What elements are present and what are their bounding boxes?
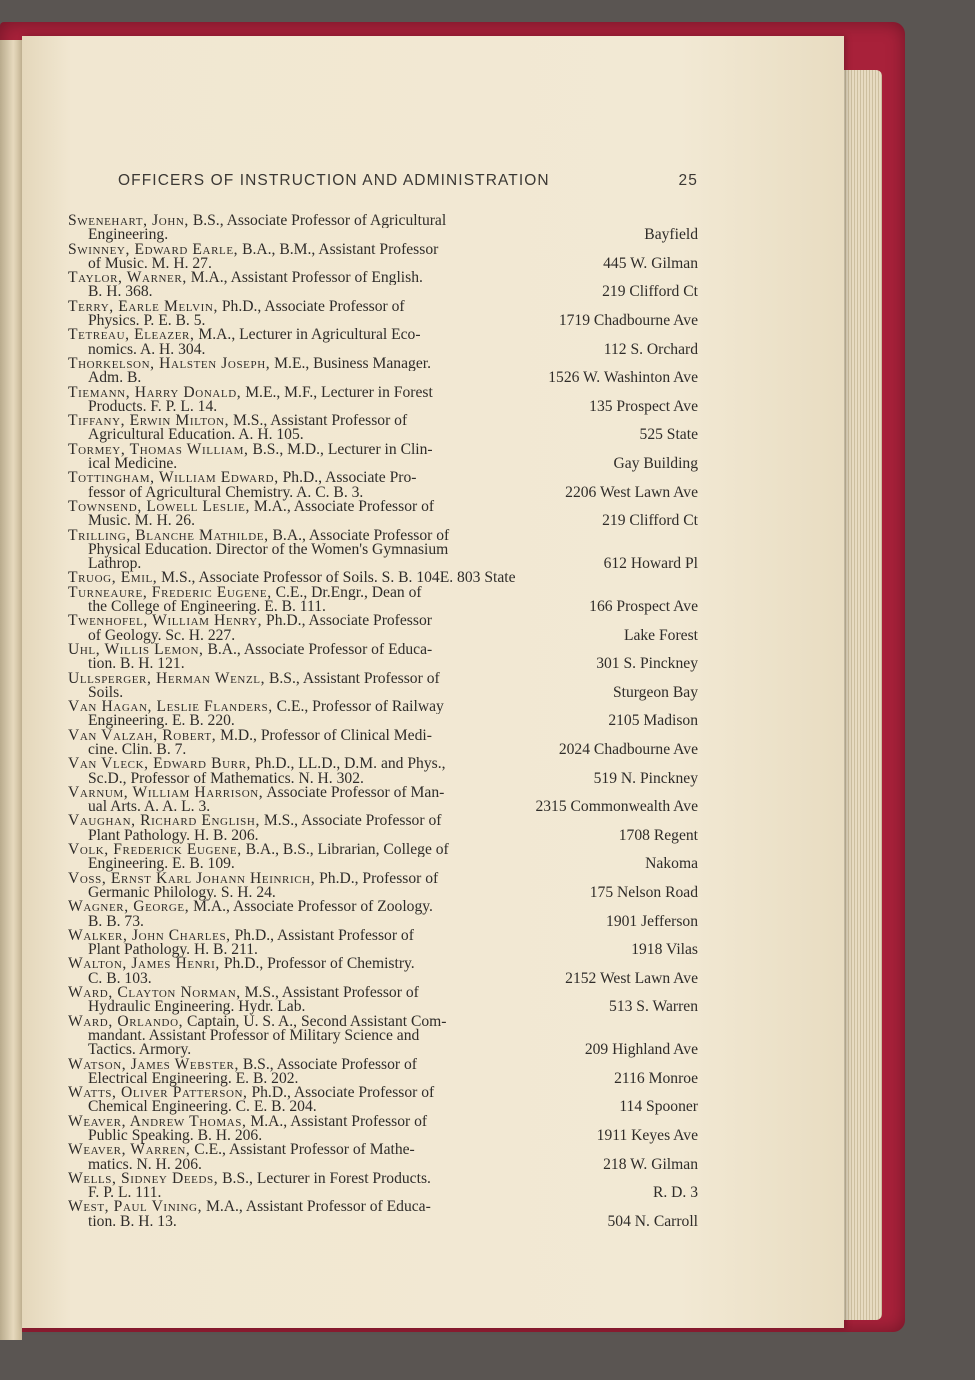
person-name: Tormey, Thomas William, xyxy=(68,442,249,458)
entry-address: 1911 Keyes Ave xyxy=(596,1127,698,1144)
directory-entry xyxy=(68,814,700,843)
directory-entry xyxy=(68,1172,700,1201)
entry-description: M.S., Assistant Professor of xyxy=(229,414,408,429)
entry-second-line xyxy=(68,1043,700,1057)
person-name: Tottingham, William Edward, xyxy=(68,471,279,486)
entry-office: C. B. 103. xyxy=(88,969,152,987)
person-name: Ullsperger, Herman Wenzl, xyxy=(68,671,266,686)
person-name: Townsend, Lowell Leslie, xyxy=(68,499,250,515)
person-name: Walker, John Charles, xyxy=(68,928,231,944)
entry-address: 1918 Vilas xyxy=(631,941,698,959)
entry-description: M.E., M.F., Lecturer in Forest xyxy=(241,385,433,400)
entry-address: Nakoma xyxy=(645,855,698,873)
entry-description: B.S., Associate Professor of xyxy=(238,1057,418,1072)
entry-address: 218 W. Gilman xyxy=(603,1155,698,1173)
directory-entry xyxy=(68,643,700,672)
previous-page-edge xyxy=(0,40,22,1340)
entry-first-line xyxy=(68,672,700,686)
entry-address xyxy=(698,1029,700,1043)
entry-office: ical Medicine. xyxy=(88,455,178,473)
directory-entry xyxy=(68,443,700,472)
person-name: Walton, James Henri, xyxy=(68,957,220,972)
entry-address: 166 Prospect Ave xyxy=(589,598,698,616)
person-name: Tiffany, Erwin Milton, xyxy=(68,414,230,429)
entry-address: Lake Forest xyxy=(623,626,698,644)
entry-office: Physical Education. Director of the Women's Gymnasium xyxy=(88,540,449,558)
entry-address: 135 Prospect Ave xyxy=(589,397,698,415)
entry-address: Sturgeon Bay xyxy=(612,683,698,701)
person-name: Ward, Orlando, xyxy=(68,1014,184,1029)
entry-office: tion. B. H. 13. xyxy=(88,1212,177,1230)
directory-entry xyxy=(68,414,700,443)
page-number: 25 xyxy=(678,172,698,189)
entry-address: 112 S. Orchard xyxy=(603,340,698,358)
entry-office: matics. N. H. 206. xyxy=(88,1155,202,1173)
entry-office: Hydraulic Engineering. Hydr. Lab. xyxy=(88,998,306,1016)
entry-office: B. B. 73. xyxy=(88,912,144,930)
entry-office: Engineering. E. B. 109. xyxy=(88,855,235,873)
entry-address: 2152 West Lawn Ave xyxy=(565,969,698,987)
entry-second-line xyxy=(68,683,700,701)
entry-office: mandant. Assistant Professor of Military Science and xyxy=(88,1026,420,1044)
entry-second-line xyxy=(68,314,700,328)
entry-office: Engineering. xyxy=(88,226,169,244)
person-name: Tiemann, Harry Donald, xyxy=(68,385,242,400)
entry-office: Plant Pathology. H. B. 211. xyxy=(88,941,258,959)
entry-office: Soils. xyxy=(88,683,124,701)
entry-office: Engineering. E. B. 220. xyxy=(88,712,235,730)
directory-entry xyxy=(68,214,700,243)
entry-office: Germanic Philology. S. H. 24. xyxy=(88,883,276,901)
entry-office: Products. F. P. L. 14. xyxy=(88,397,218,415)
entry-description: Ph.D., Assistant Professor of xyxy=(230,928,414,944)
entry-address: Gay Building xyxy=(613,455,698,473)
directory-entry xyxy=(68,929,700,958)
entry-description: M.A., Lecturer in Agricultural Eco- xyxy=(194,328,421,343)
entry-second-line xyxy=(68,1100,700,1114)
person-name: Trilling, Blanche Mathilde, xyxy=(68,528,269,543)
entry-address: 175 Nelson Road xyxy=(589,883,698,901)
directory-entry xyxy=(68,271,700,300)
entry-address: 219 Clifford Ct xyxy=(602,512,698,530)
person-name: Varnum, William Harrison, xyxy=(68,785,264,801)
person-name: Vaughan, Richard English, xyxy=(68,814,260,829)
directory-entry xyxy=(68,1200,700,1229)
entry-second-line xyxy=(68,826,700,844)
directory-entry xyxy=(68,557,700,571)
entry-description: Ph.D., Professor of Chemistry. xyxy=(219,957,415,972)
directory-entry xyxy=(68,357,700,386)
person-name: Terry, Earle Melvin, xyxy=(68,299,218,315)
entry-description: M.S., Associate Professor of xyxy=(259,814,442,829)
entry-office: Lathrop. xyxy=(88,555,142,573)
entry-second-line xyxy=(68,714,700,728)
entry-office: Chemical Engineering. C. E. B. 204. xyxy=(88,1098,317,1116)
directory-entry xyxy=(68,328,700,357)
person-name: Wells, Sidney Deeds, xyxy=(68,1171,219,1187)
entry-description: Ph.D., Associate Professor of xyxy=(247,1086,435,1101)
directory-entry xyxy=(68,872,700,901)
entry-second-line xyxy=(68,1212,700,1230)
entry-description: Captain, U. S. A., Second Assistant Com- xyxy=(183,1014,447,1029)
person-name: Taylor, Warner, xyxy=(68,271,187,286)
directory-entry xyxy=(68,471,700,500)
person-name: Turneaure, Frederic Eugene, xyxy=(68,585,272,601)
person-name: Weaver, Andrew Thomas, xyxy=(68,1114,247,1129)
entry-office: cine. Clin. B. 7. xyxy=(88,740,187,758)
entry-second-line xyxy=(68,912,700,930)
entry-description: Ph.D., Professor of xyxy=(315,871,439,886)
entry-office: Music. M. H. 26. xyxy=(88,512,195,530)
entry-description: B.S., Lecturer in Forest Products. xyxy=(218,1171,431,1187)
person-name: Watson, James Webster, xyxy=(68,1057,239,1072)
entry-address: 519 N. Pinckney xyxy=(593,769,698,787)
entry-second-line xyxy=(68,428,700,442)
directory-entry xyxy=(68,957,700,986)
entry-description: M.A., Associate Professor of xyxy=(250,499,435,515)
entry-description: C.E., Dr.Engr., Dean of xyxy=(271,585,422,601)
directory-entry xyxy=(68,1058,700,1087)
person-name: Swinney, Edward Earle, xyxy=(68,242,239,257)
entry-second-line xyxy=(68,626,700,644)
entry-second-line xyxy=(68,800,700,814)
entry-address: Bayfield xyxy=(644,226,698,244)
entry-address: 2105 Madison xyxy=(608,712,698,730)
entry-description: M.D., Professor of Clinical Medi- xyxy=(216,728,432,743)
staff-directory-list xyxy=(68,214,700,1229)
directory-entry xyxy=(68,672,700,701)
entry-office: ual Arts. A. A. L. 3. xyxy=(88,798,211,816)
directory-entry xyxy=(68,1143,700,1172)
entry-second-line xyxy=(68,600,700,614)
entry-description: M.A., Associate Professor of Zoology. xyxy=(189,900,433,915)
entry-address: R. D. 3 xyxy=(652,1184,698,1202)
entry-address: 2024 Chadbourne Ave xyxy=(558,740,698,758)
entry-second-line xyxy=(68,969,700,987)
directory-entry xyxy=(68,757,700,786)
entry-second-line xyxy=(68,340,700,358)
entry-address: 209 Highland Ave xyxy=(584,1041,698,1059)
person-name: Swenehart, John, xyxy=(68,214,189,229)
entry-office: fessor of Agricultural Chemistry. A. C. B. 3. xyxy=(88,483,364,501)
directory-entry xyxy=(68,1086,700,1115)
entry-address: 2116 Monroe xyxy=(614,1069,698,1087)
entry-description: Ph.D., LL.D., D.M. and Phys., xyxy=(251,757,446,772)
entry-address: 504 N. Carroll xyxy=(607,1212,698,1230)
entry-description: M.S., Assistant Professor of xyxy=(240,986,419,1001)
entry-address: 2315 Commonwealth Ave xyxy=(535,798,698,816)
directory-entry xyxy=(68,843,700,872)
entry-second-line xyxy=(68,1129,700,1143)
directory-entry xyxy=(68,700,700,729)
person-name: Ward, Clayton Norman, xyxy=(68,986,241,1001)
entry-address: 1526 W. Washinton Ave xyxy=(548,369,698,387)
entry-second-line xyxy=(68,514,700,528)
entry-second-line xyxy=(68,1155,700,1173)
directory-entry xyxy=(68,586,700,615)
page-header-title: OFFICERS OF INSTRUCTION AND ADMINISTRATION xyxy=(118,172,550,189)
entry-description: M.A., Assistant Professor of Educa- xyxy=(202,1200,431,1215)
entry-address: 114 Spooner xyxy=(619,1098,698,1116)
entry-second-line xyxy=(68,371,700,385)
entry-office: Electrical Engineering. E. B. 202. xyxy=(88,1069,299,1087)
person-name: West, Paul Vining, xyxy=(68,1200,203,1215)
entry-description: B.S., Associate Professor of Agricultural xyxy=(188,214,447,229)
entry-second-line xyxy=(68,457,700,471)
entry-description: B.A., Associate Professor of xyxy=(268,528,450,543)
entry-office: Public Speaking. B. H. 206. xyxy=(88,1127,263,1144)
entry-address: 2206 West Lawn Ave xyxy=(565,483,698,501)
entry-address: 1719 Chadbourne Ave xyxy=(558,312,698,330)
entry-office: of Music. M. H. 27. xyxy=(88,254,212,272)
entry-second-line xyxy=(68,228,700,242)
entry-office: the College of Engineering. E. B. 111. xyxy=(88,598,326,616)
entry-description: M.S., Associate Professor of Soils. S. B. 104E. 803 State xyxy=(157,571,516,586)
entry-office: Agricultural Education. A. H. 105. xyxy=(88,426,304,444)
entry-description: Ph.D., Associate Professor of xyxy=(217,299,405,315)
entry-second-line xyxy=(68,397,700,415)
entry-address: 301 S. Pinckney xyxy=(596,655,698,673)
entry-description: Ph.D., Associate Pro- xyxy=(278,471,417,486)
person-name: Van Valzah, Robert, xyxy=(68,728,217,743)
entry-description: Ph.D., Associate Professor xyxy=(262,614,432,629)
entry-second-line xyxy=(68,1186,700,1200)
entry-office: B. H. 368. xyxy=(88,283,153,301)
entry-second-line xyxy=(68,1069,700,1087)
entry-second-line xyxy=(68,1000,700,1014)
entry-office: nomics. A. H. 304. xyxy=(88,340,206,358)
person-name: Van Vleck, Edward Burr, xyxy=(68,757,252,772)
entry-office: of Geology. Sc. H. 227. xyxy=(88,626,236,644)
entry-description: B.A., B.S., Librarian, College of xyxy=(241,843,449,858)
person-name: Van Hagan, Leslie Flanders, xyxy=(68,700,273,715)
entry-description: C.E., Professor of Railway xyxy=(272,700,444,715)
entry-address: 612 Howard Pl xyxy=(603,555,698,573)
entry-office: Plant Pathology. H. B. 206. xyxy=(88,826,259,844)
entry-address: 513 S. Warren xyxy=(609,998,698,1016)
directory-entry xyxy=(68,529,700,558)
entry-second-line xyxy=(68,769,700,787)
entry-second-line xyxy=(68,657,700,671)
entry-address: 1708 Regent xyxy=(618,826,698,844)
person-name: Weaver, Warren, xyxy=(68,1143,191,1158)
directory-entry xyxy=(68,571,700,585)
directory-entry xyxy=(68,729,700,758)
entry-description: B.S., Assistant Professor of xyxy=(265,671,440,686)
entry-description: Associate Professor of Man- xyxy=(263,785,445,801)
directory-entry xyxy=(68,500,700,529)
directory-entry xyxy=(68,614,700,643)
directory-entry xyxy=(68,300,700,329)
entry-first-line xyxy=(68,571,700,585)
person-name: Volk, Frederick Eugene, xyxy=(68,843,242,858)
entry-second-line xyxy=(68,557,700,571)
person-name: Uhl, Willis Lemon, xyxy=(68,642,204,658)
directory-entry xyxy=(68,900,700,929)
entry-office: Tactics. Armory. xyxy=(88,1041,192,1059)
entry-second-line xyxy=(68,857,700,871)
entry-second-line xyxy=(68,254,700,272)
directory-entry xyxy=(68,1015,700,1044)
entry-description: M.A., Assistant Professor of English. xyxy=(186,271,423,286)
entry-address: 445 W. Gilman xyxy=(603,254,698,272)
person-name: Truog, Emil, xyxy=(68,571,158,586)
entry-second-line xyxy=(68,943,700,957)
running-head xyxy=(118,172,698,190)
entry-description: M.E., Business Manager. xyxy=(270,356,431,372)
entry-office: Physics. P. E. B. 5. xyxy=(88,312,206,330)
entry-description: B.S., M.D., Lecturer in Clin- xyxy=(248,442,433,458)
entry-office: tion. B. H. 121. xyxy=(88,655,185,673)
directory-entry xyxy=(68,1115,700,1144)
entry-description: C.E., Assistant Professor of Mathe- xyxy=(190,1143,415,1158)
entry-address: 219 Clifford Ct xyxy=(602,283,698,301)
entry-address: 525 State xyxy=(639,426,698,444)
directory-entry xyxy=(68,386,700,415)
entry-second-line xyxy=(68,740,700,758)
person-name: Thorkelson, Halsten Joseph, xyxy=(68,356,271,372)
person-name: Watts, Oliver Patterson, xyxy=(68,1086,248,1101)
entry-description: B.A., B.M., Assistant Professor xyxy=(238,242,439,257)
directory-entry xyxy=(68,786,700,815)
entry-address: 1901 Jefferson xyxy=(606,912,698,930)
entry-office: Sc.D., Professor of Mathematics. N. H. 302. xyxy=(88,769,364,787)
entry-description: B.A., Associate Professor of Educa- xyxy=(203,642,433,658)
entry-first-line xyxy=(68,1172,700,1186)
entry-office: F. P. L. 111. xyxy=(88,1184,162,1202)
person-name: Voss, Ernst Karl Johann Heinrich, xyxy=(68,871,316,886)
entry-second-line xyxy=(68,285,700,299)
directory-entry xyxy=(68,1043,700,1057)
entry-office: Adm. B. xyxy=(88,369,142,387)
directory-entry xyxy=(68,986,700,1015)
entry-second-line xyxy=(68,483,700,501)
person-name: Tetreau, Eleazer, xyxy=(68,328,195,343)
person-name: Wagner, George, xyxy=(68,900,190,915)
entry-second-line xyxy=(68,883,700,901)
entry-address xyxy=(698,543,700,557)
person-name: Twenhofel, William Henry, xyxy=(68,614,263,629)
entry-description: M.A., Assistant Professor of xyxy=(246,1114,428,1129)
directory-entry xyxy=(68,243,700,272)
